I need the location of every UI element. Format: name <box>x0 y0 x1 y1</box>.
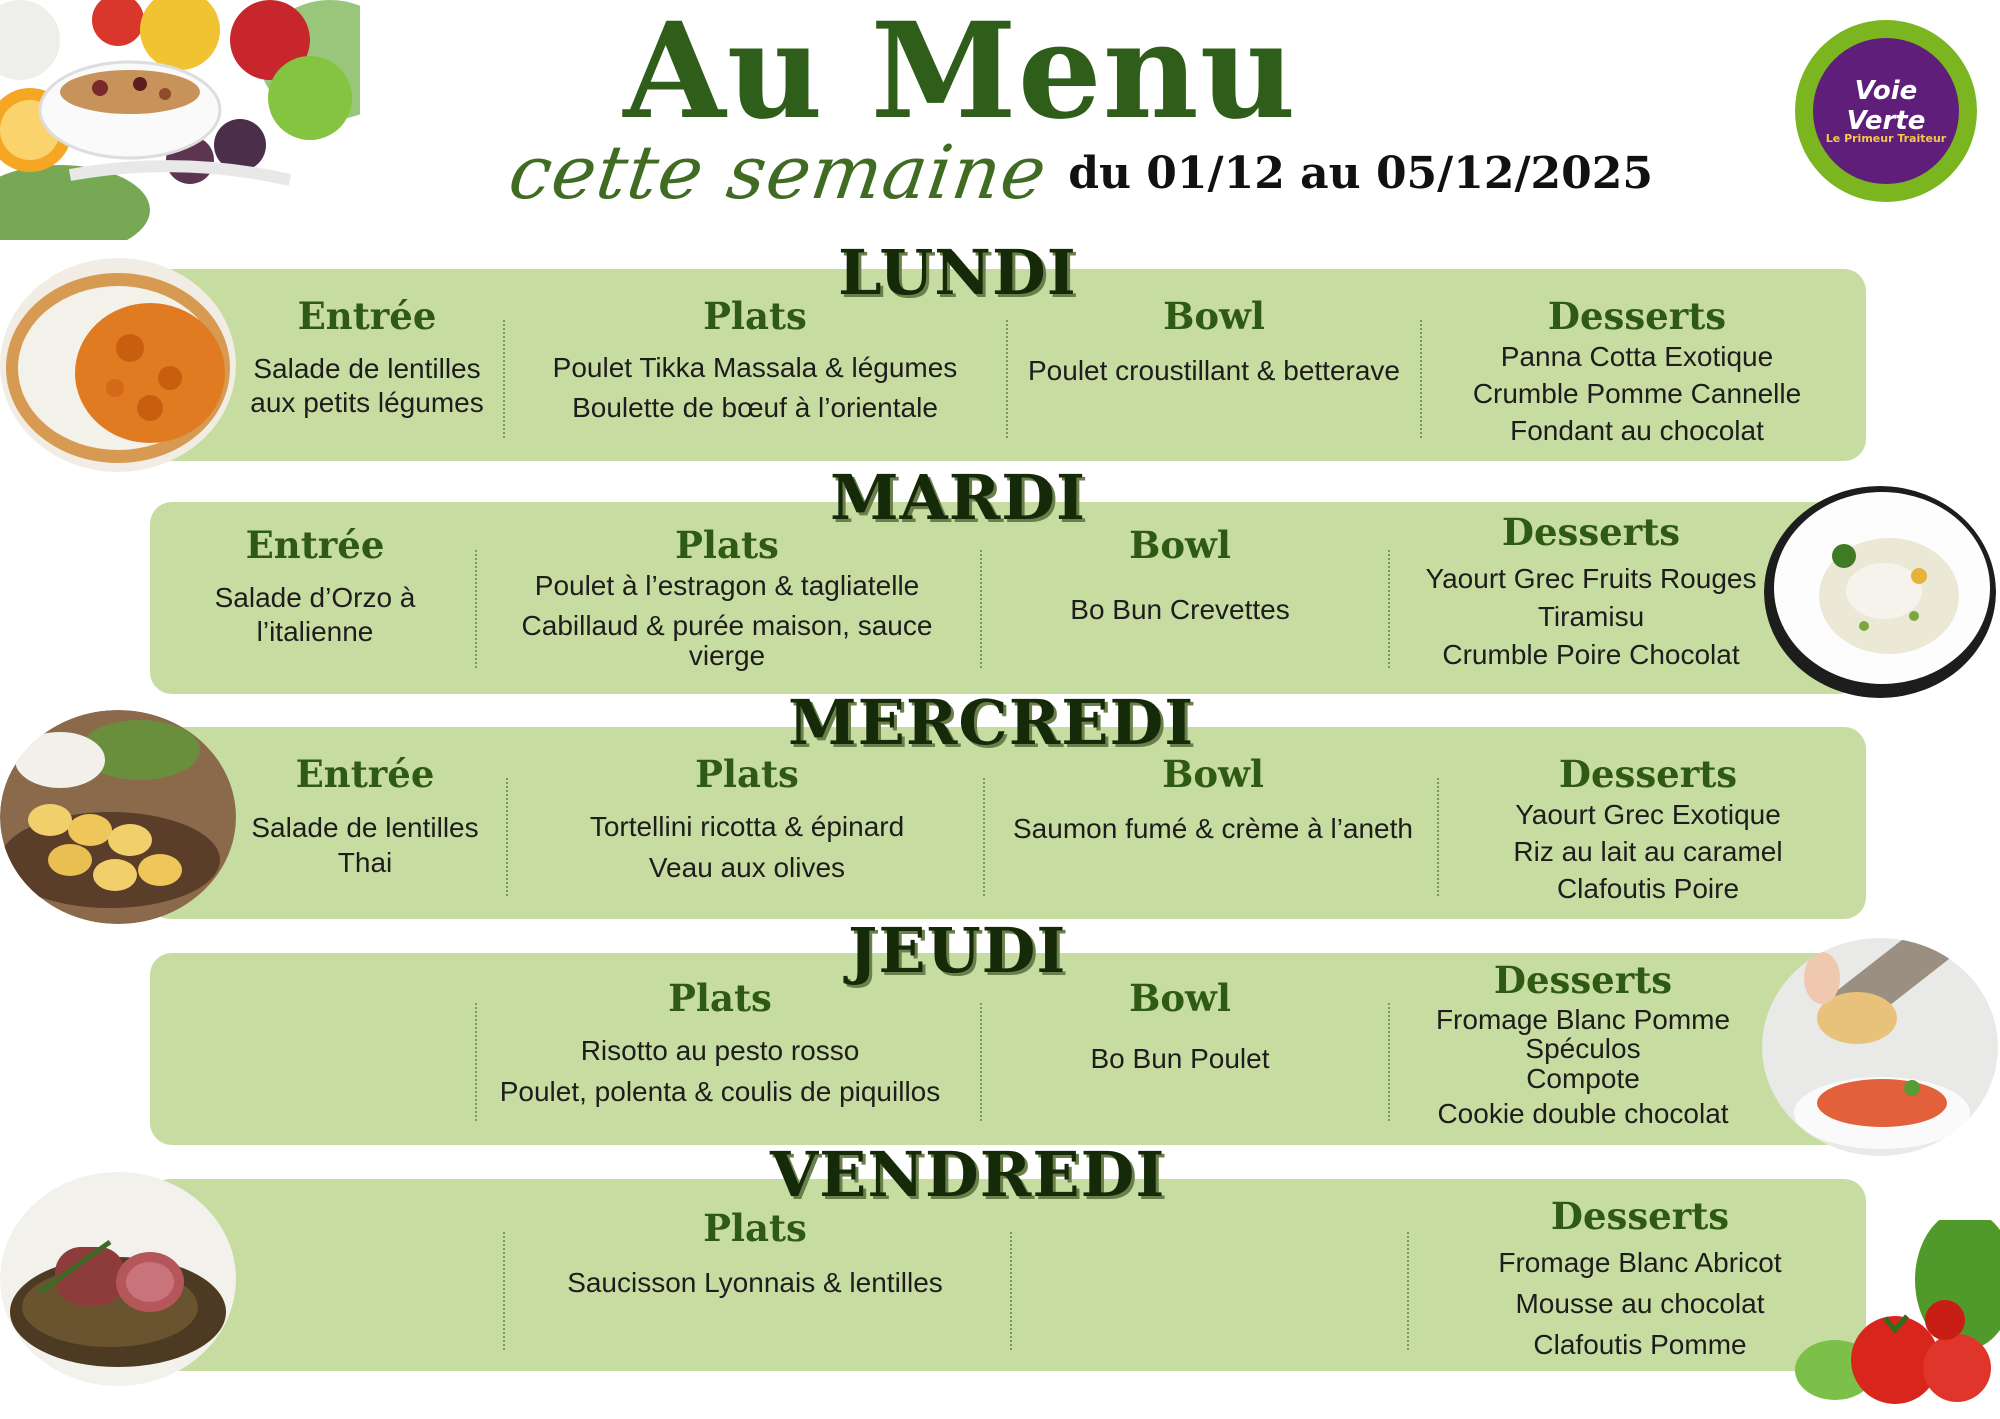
column-divider <box>1407 1232 1409 1350</box>
column-heading: Entrée <box>245 523 385 567</box>
chicken-curry-photo <box>0 258 236 472</box>
column-bowl <box>990 523 1370 628</box>
menu-item: Yaourt Grec Fruits Rouges <box>1425 563 1757 594</box>
column-plats <box>490 523 964 671</box>
logo-tagline: Le Primeur Traiteur <box>1825 132 1947 145</box>
menu-item: Mousse au chocolat <box>1515 1288 1765 1319</box>
column-heading: Bowl <box>1129 523 1231 567</box>
column-desserts <box>1396 510 1786 674</box>
subtitle-script: cette semaine <box>503 130 1053 216</box>
column-plats <box>520 294 990 428</box>
menu-item: Poulet croustillant & betterave <box>1028 355 1400 386</box>
column-plats <box>520 752 974 888</box>
column-heading: Bowl <box>1162 752 1264 796</box>
logo-badge <box>1813 38 1959 184</box>
menu-item: Poulet, polenta & coulis de piquillos <box>499 1076 941 1107</box>
menu-item: Spéculos <box>1525 1033 1641 1064</box>
column-divider <box>1437 778 1439 896</box>
column-heading: Desserts <box>1550 1194 1730 1238</box>
column-heading: Entrée <box>295 752 435 796</box>
menu-item: Bo Bun Poulet <box>1090 1043 1270 1074</box>
menu-item: Risotto au pesto rosso <box>580 1035 860 1066</box>
menu-item: Boulette de bœuf à l’orientale <box>572 392 938 423</box>
menu-item: Crumble Pomme Cannelle <box>1472 378 1802 409</box>
column-desserts <box>1430 1194 1850 1365</box>
menu-item: Tortellini ricotta & épinard <box>589 811 905 842</box>
column-desserts <box>1400 958 1766 1131</box>
column-plats <box>480 976 960 1112</box>
column-divider <box>1388 1003 1390 1121</box>
column-heading: Plats <box>668 976 772 1020</box>
tomato-icon <box>1795 1220 2000 1414</box>
menu-item: Salade de lentilles <box>251 812 479 843</box>
menu-item: Poulet Tikka Massala & légumes <box>552 352 958 383</box>
day-title-mercredi: MERCREDI <box>788 686 1195 759</box>
header-subtitle <box>503 128 1654 218</box>
menu-item: Veau aux olives <box>648 852 846 883</box>
column-divider <box>475 1003 477 1121</box>
day-title-jeudi: JEUDI <box>848 914 1067 987</box>
column-desserts <box>1450 752 1846 907</box>
menu-item: vierge <box>688 640 766 671</box>
menu-item: Salade d’Orzo à <box>214 582 416 613</box>
day-title-mardi: MARDI <box>830 461 1087 534</box>
column-divider <box>980 550 982 668</box>
menu-item: Clafoutis Poire <box>1556 873 1740 904</box>
column-entree <box>232 294 502 418</box>
column-heading: Plats <box>695 752 799 796</box>
column-bowl <box>990 976 1370 1077</box>
tortellini-photo <box>0 710 236 924</box>
menu-item: Yaourt Grec Exotique <box>1515 799 1781 830</box>
column-divider <box>983 778 985 896</box>
menu-item: Cookie double chocolat <box>1437 1098 1729 1129</box>
menu-item: Fromage Blanc Abricot <box>1498 1247 1782 1278</box>
menu-item: Compote <box>1526 1063 1640 1094</box>
column-divider <box>1388 550 1390 668</box>
menu-item: Tiramisu <box>1537 601 1645 632</box>
column-heading: Plats <box>703 1206 807 1250</box>
column-divider <box>503 1232 505 1350</box>
column-divider <box>980 1003 982 1121</box>
column-divider <box>503 320 505 438</box>
column-entree <box>232 752 498 880</box>
column-divider <box>475 550 477 668</box>
menu-item: Salade de lentilles <box>253 353 481 384</box>
column-divider <box>1006 320 1008 438</box>
menu-item: Saumon fumé & crème à l’aneth <box>1013 813 1413 844</box>
menu-item: Thai <box>337 847 393 878</box>
menu-item: Saucisson Lyonnais & lentilles <box>567 1267 943 1298</box>
day-title-vendredi: VENDREDI <box>770 1138 1166 1211</box>
menu-item: aux petits légumes <box>250 387 484 418</box>
menu-item: Clafoutis Pomme <box>1533 1329 1747 1360</box>
fish-risotto-photo <box>1764 486 1996 698</box>
column-bowl <box>1012 294 1416 389</box>
pasta-grater-photo <box>1762 938 1998 1156</box>
column-heading: Desserts <box>1501 510 1681 554</box>
column-bowl <box>990 752 1436 847</box>
menu-item: Riz au lait au caramel <box>1513 836 1783 867</box>
column-divider <box>1010 1232 1012 1350</box>
column-plats <box>520 1206 990 1301</box>
brand-logo <box>1795 20 1977 202</box>
menu-item: Fondant au chocolat <box>1510 415 1764 446</box>
column-heading: Desserts <box>1493 958 1673 1002</box>
menu-item: Panna Cotta Exotique <box>1500 341 1774 372</box>
logo-name: Voie Verte <box>1846 76 1926 136</box>
column-divider <box>506 778 508 896</box>
column-heading: Entrée <box>297 294 437 338</box>
menu-item: Bo Bun Crevettes <box>1070 594 1290 625</box>
sausage-lentils-photo <box>0 1172 236 1386</box>
day-title-lundi: LUNDI <box>838 236 1077 309</box>
column-entree <box>185 523 445 649</box>
menu-item: Poulet à l’estragon & tagliatelle <box>534 570 920 601</box>
menu-item: Fromage Blanc Pomme <box>1435 1004 1731 1035</box>
page-title: Au Menu <box>623 0 1297 149</box>
date-range: du 01/12 au 05/12/2025 <box>1068 147 1654 199</box>
column-heading: Bowl <box>1163 294 1265 338</box>
column-heading: Desserts <box>1547 294 1727 338</box>
column-heading: Desserts <box>1558 752 1738 796</box>
column-desserts <box>1430 294 1844 449</box>
column-heading: Plats <box>703 294 807 338</box>
column-divider <box>1420 320 1422 438</box>
menu-item: Cabillaud & purée maison, sauce <box>521 610 933 641</box>
menu-item: Crumble Poire Chocolat <box>1442 639 1740 670</box>
column-heading: Bowl <box>1129 976 1231 1020</box>
menu-item: l’italienne <box>256 616 374 647</box>
column-heading: Plats <box>675 523 779 567</box>
